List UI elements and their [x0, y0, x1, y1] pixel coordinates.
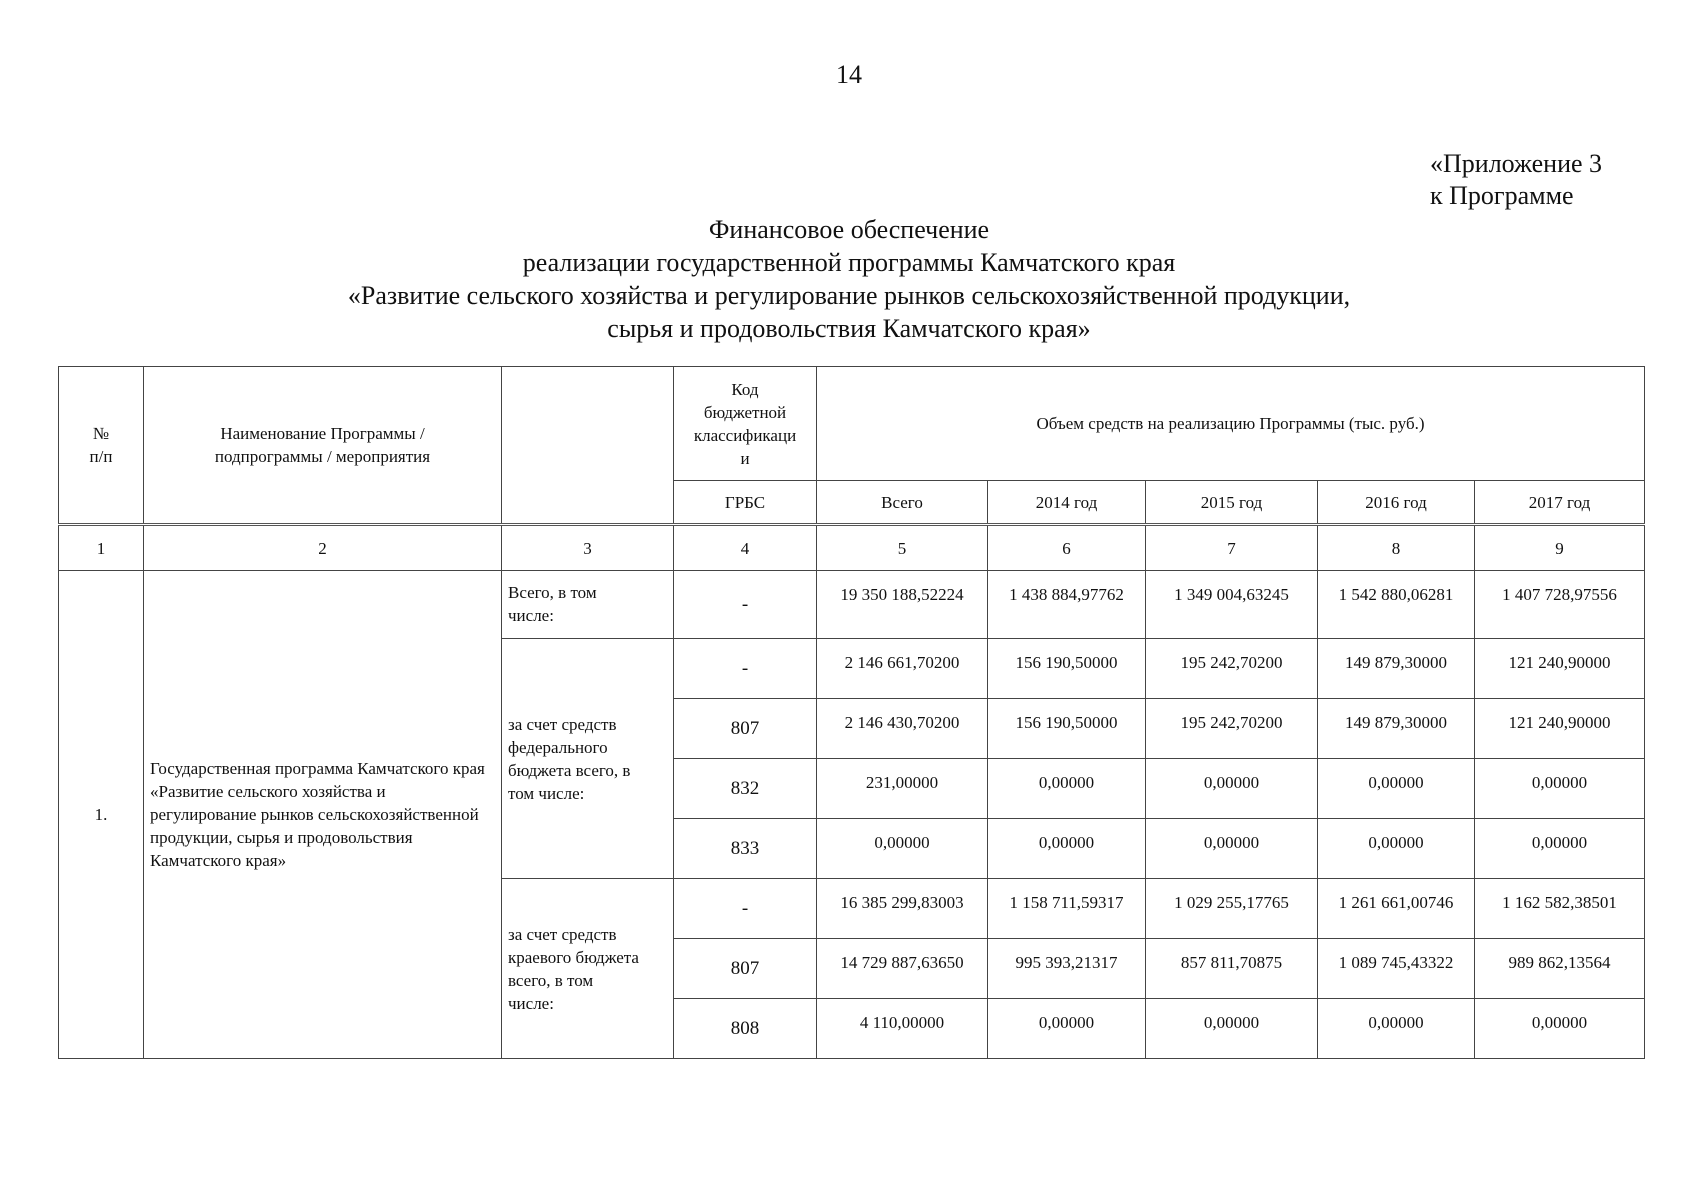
value-2016: 1 542 880,06281 — [1318, 571, 1475, 639]
header-code: Код бюджетной классификаци и — [674, 367, 817, 481]
grbs-cell: - — [674, 879, 817, 939]
appendix-line-1: «Приложение 3 — [1430, 149, 1603, 178]
value-total: 14 729 887,63650 — [817, 939, 988, 999]
value-2016: 0,00000 — [1318, 759, 1475, 819]
value-total: 231,00000 — [817, 759, 988, 819]
grbs-cell: 832 — [674, 759, 817, 819]
header-name: Наименование Программы / подпрограммы / мероприятия — [144, 367, 502, 525]
value-2017: 121 240,90000 — [1475, 699, 1645, 759]
title-line-2: реализации государственной программы Камчатского края — [522, 248, 1176, 277]
grbs-cell: - — [674, 639, 817, 699]
value-2017: 121 240,90000 — [1475, 639, 1645, 699]
page-number: 14 — [836, 60, 862, 89]
grbs-cell: 807 — [674, 699, 817, 759]
value-2016: 0,00000 — [1318, 999, 1475, 1059]
appendix-note — [1430, 148, 1602, 212]
header-grbs: ГРБС — [674, 481, 817, 525]
header-source — [502, 367, 674, 525]
grbs-cell: 833 — [674, 819, 817, 879]
value-2016: 1 261 661,00746 — [1318, 879, 1475, 939]
header-2015: 2015 год — [1146, 481, 1318, 525]
appendix-line-2: к Программе — [1430, 181, 1574, 210]
value-2015: 857 811,70875 — [1146, 939, 1318, 999]
header-no: № п/п — [59, 367, 144, 525]
value-2015: 0,00000 — [1146, 999, 1318, 1059]
value-2017: 0,00000 — [1475, 819, 1645, 879]
value-2016: 1 089 745,43322 — [1318, 939, 1475, 999]
column-number: 2 — [144, 525, 502, 571]
grbs-cell: 807 — [674, 939, 817, 999]
value-2016: 0,00000 — [1318, 819, 1475, 879]
program-name: Государственная программа Камчатского края «Развитие сельского хозяйства и регулирование рынков сельскохозяйственной продукции, сырья и продовольствия Камчатского края» — [144, 571, 502, 1059]
header-2017: 2017 год — [1475, 481, 1645, 525]
column-number: 6 — [988, 525, 1146, 571]
value-2015: 0,00000 — [1146, 819, 1318, 879]
value-2014: 995 393,21317 — [988, 939, 1146, 999]
value-2016: 149 879,30000 — [1318, 639, 1475, 699]
value-2015: 1 349 004,63245 — [1146, 571, 1318, 639]
value-2014: 0,00000 — [988, 999, 1146, 1059]
value-total: 19 350 188,52224 — [817, 571, 988, 639]
value-2017: 1 407 728,97556 — [1475, 571, 1645, 639]
value-2014: 0,00000 — [988, 819, 1146, 879]
value-2015: 195 242,70200 — [1146, 699, 1318, 759]
title-line-1: Финансовое обеспечение — [708, 215, 990, 244]
value-total: 0,00000 — [817, 819, 988, 879]
value-2017: 0,00000 — [1475, 999, 1645, 1059]
value-2017: 1 162 582,38501 — [1475, 879, 1645, 939]
value-2014: 156 190,50000 — [988, 639, 1146, 699]
title-line-3: «Развитие сельского хозяйства и регулирование рынков сельскохозяйственной продукции, — [347, 281, 1351, 310]
column-number: 4 — [674, 525, 817, 571]
value-2014: 0,00000 — [988, 759, 1146, 819]
value-total: 2 146 661,70200 — [817, 639, 988, 699]
column-number-row — [59, 525, 1645, 571]
document-title — [0, 213, 1698, 345]
value-2015: 1 029 255,17765 — [1146, 879, 1318, 939]
title-line-4: сырья и продовольствия Камчатского края» — [607, 314, 1091, 343]
value-2015: 0,00000 — [1146, 759, 1318, 819]
value-2015: 195 242,70200 — [1146, 639, 1318, 699]
header-row-1 — [59, 367, 1645, 481]
header-2014: 2014 год — [988, 481, 1146, 525]
column-number: 1 — [59, 525, 144, 571]
column-number: 8 — [1318, 525, 1475, 571]
column-number: 7 — [1146, 525, 1318, 571]
value-2014: 156 190,50000 — [988, 699, 1146, 759]
value-2017: 0,00000 — [1475, 759, 1645, 819]
value-total: 16 385 299,83003 — [817, 879, 988, 939]
value-2014: 1 158 711,59317 — [988, 879, 1146, 939]
financing-table — [58, 366, 1645, 1059]
value-2014: 1 438 884,97762 — [988, 571, 1146, 639]
column-number: 3 — [502, 525, 674, 571]
source-federal: за счет средств федерального бюджета всего, в том числе: — [502, 639, 674, 879]
column-number: 5 — [817, 525, 988, 571]
source-total: Всего, в том числе: — [502, 571, 674, 639]
column-number: 9 — [1475, 525, 1645, 571]
header-total: Всего — [817, 481, 988, 525]
value-total: 4 110,00000 — [817, 999, 988, 1059]
value-2017: 989 862,13564 — [1475, 939, 1645, 999]
value-total: 2 146 430,70200 — [817, 699, 988, 759]
program-number: 1. — [59, 571, 144, 1059]
source-regional: за счет средств краевого бюджета всего, в том числе: — [502, 879, 674, 1059]
header-volume: Объем средств на реализацию Программы (тыс. руб.) — [817, 367, 1645, 481]
table-row — [59, 571, 1645, 639]
header-2016: 2016 год — [1318, 481, 1475, 525]
value-2016: 149 879,30000 — [1318, 699, 1475, 759]
grbs-cell: - — [674, 571, 817, 639]
grbs-cell: 808 — [674, 999, 817, 1059]
